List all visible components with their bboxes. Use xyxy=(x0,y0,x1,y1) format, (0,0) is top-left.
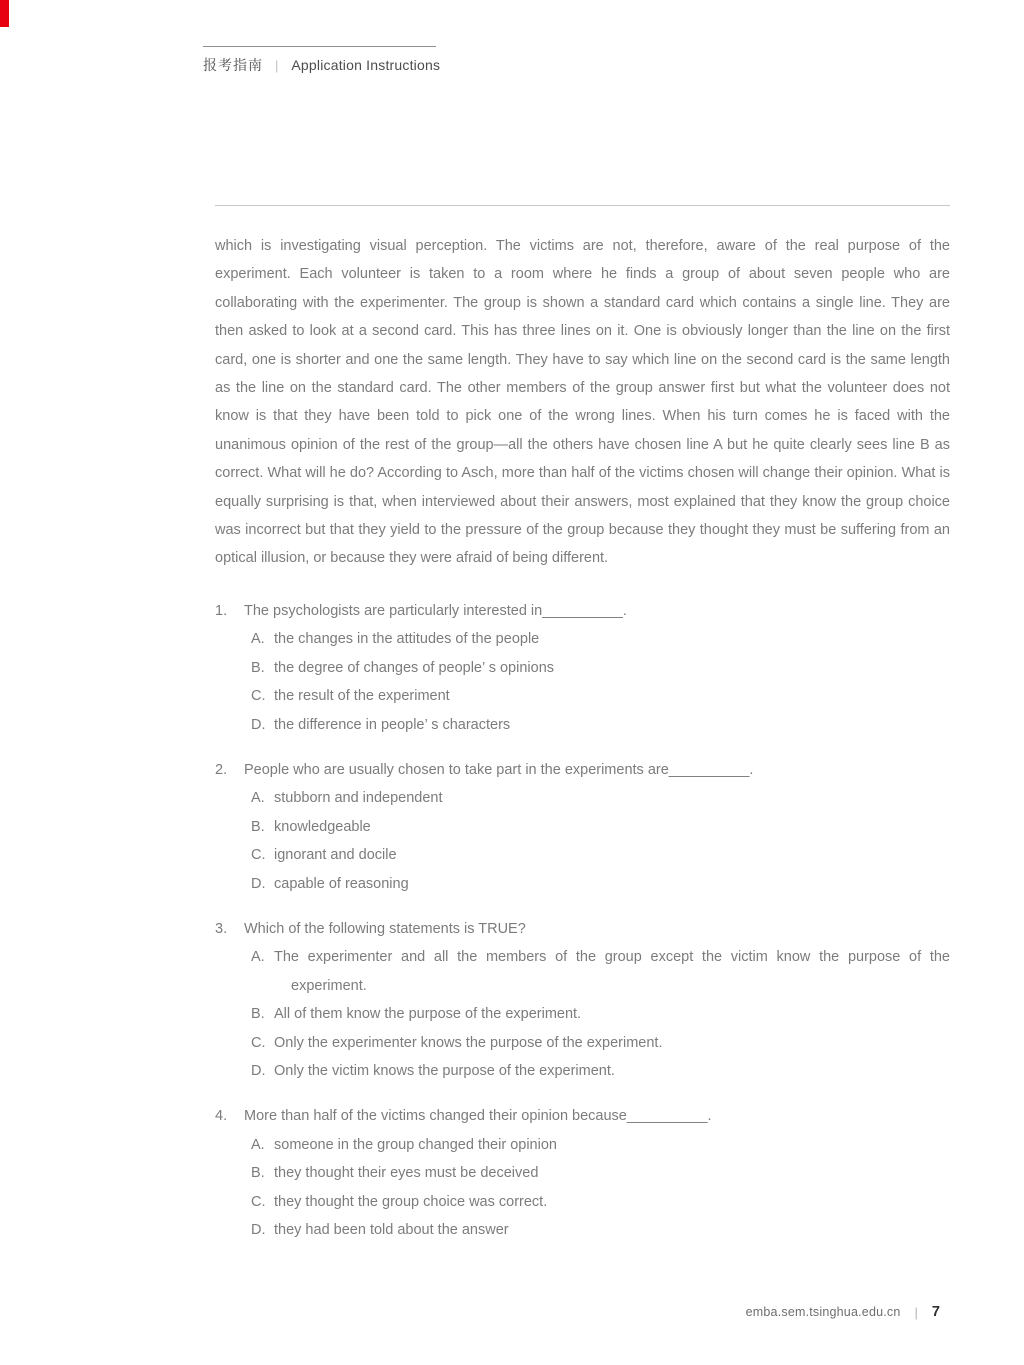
option-letter: C. xyxy=(251,847,266,864)
option-text: the degree of changes of people’ s opinions xyxy=(274,659,555,676)
question-stem xyxy=(215,756,950,784)
option-letter: C. xyxy=(251,1034,266,1051)
question-number: 2. xyxy=(215,761,228,778)
option-c xyxy=(251,841,950,869)
option-c xyxy=(251,1188,950,1216)
option-letter: D. xyxy=(251,1222,266,1238)
option-letter: A. xyxy=(251,790,265,807)
option-text: stubborn and independent xyxy=(274,790,443,807)
options xyxy=(251,625,950,739)
question-text: The psychologists are particularly interested in__________. xyxy=(244,602,627,619)
option-letter: A. xyxy=(251,631,265,648)
option-a xyxy=(251,784,950,812)
option-d xyxy=(251,1057,950,1085)
option-text: someone in the group changed their opinion xyxy=(274,1136,557,1153)
option-b xyxy=(251,1159,950,1187)
option-letter: B. xyxy=(251,1165,265,1182)
option-text: knowledgeable xyxy=(274,818,371,835)
option-text: Only the victim knows the purpose of the experiment. xyxy=(274,1062,615,1079)
option-letter: D. xyxy=(251,716,266,733)
option-text: All of them know the purpose of the experiment. xyxy=(274,1006,582,1023)
option-text: ignorant and docile xyxy=(274,847,397,864)
option-text: the changes in the attitudes of the people xyxy=(274,631,540,648)
footer-website-url: emba.sem.tsinghua.edu.cn xyxy=(745,1305,901,1319)
question-number: 1. xyxy=(215,602,228,619)
question-stem xyxy=(215,597,950,625)
question-number: 3. xyxy=(215,920,228,937)
option-text: they thought the group choice was correct. xyxy=(274,1193,548,1210)
question-number: 4. xyxy=(215,1108,228,1125)
page-number: 7 xyxy=(931,1304,940,1320)
question-stem xyxy=(215,1102,950,1130)
option-d xyxy=(251,870,950,898)
option-text: The experimenter and all the members of the group except the victim know the purpose of the experiment. xyxy=(274,949,950,994)
question-4 xyxy=(215,1102,950,1244)
reading-passage: which is investigating visual perception. The victims are not, therefore, aware of the real purpose of the experiment. Each volunteer is taken to a room where he finds a group of about seven people who are collaborating with the experimenter. The group is shown a standard card which contains a single line. They are then asked to look at a second card. This has three lines on it. One is obviously longer than the line on the first card, one is shorter and one the same length. They have to say which line on the second card is the same length as the line on the standard card. The other members of the group answer first but what the volunteer does not know is that they have been told to pick one of the wrong lines. When his turn comes he is faced with the unanimous opinion of the rest of the group—all the others have chosen line A but he quite clearly sees line B as correct. What will he do? According to Asch, more than half of the victims chosen will change their opinion. What is equally surprising is that, when interviewed about their answers, most explained that they know the group choice was incorrect but that they yield to the pressure of the group because they thought they must be suffering from an optical illusion, or because they were afraid of being different. xyxy=(215,238,950,567)
options xyxy=(251,784,950,898)
option-letter: B. xyxy=(251,818,265,835)
option-letter: A. xyxy=(251,949,265,966)
header-divider: | xyxy=(275,57,279,73)
question-stem xyxy=(215,915,950,943)
option-b xyxy=(251,813,950,841)
question-3 xyxy=(215,915,950,1085)
options xyxy=(251,943,950,1085)
option-letter: A. xyxy=(251,1136,265,1153)
question-list xyxy=(215,597,950,1245)
option-c xyxy=(251,682,950,710)
header-rule xyxy=(203,46,436,47)
option-d xyxy=(251,1216,950,1244)
option-text: the difference in people’ s characters xyxy=(274,716,511,733)
option-a xyxy=(251,625,950,653)
page-footer xyxy=(746,1304,940,1320)
header-title-en: Application Instructions xyxy=(291,57,441,73)
question-text: People who are usually chosen to take part in the experiments are__________. xyxy=(244,761,754,778)
option-b xyxy=(251,1000,950,1028)
content-top-rule xyxy=(215,205,950,206)
option-letter: C. xyxy=(251,1193,266,1210)
option-text: capable of reasoning xyxy=(274,875,409,892)
option-text: Only the experimenter knows the purpose of the experiment. xyxy=(274,1034,663,1051)
question-text: More than half of the victims changed their opinion because__________. xyxy=(244,1108,712,1125)
footer-divider: | xyxy=(914,1304,918,1320)
option-letter: C. xyxy=(251,688,266,705)
option-a xyxy=(251,943,950,1000)
option-text: they thought their eyes must be deceived xyxy=(274,1165,539,1182)
option-a xyxy=(251,1131,950,1159)
question-2 xyxy=(215,756,950,898)
option-text: they had been told about the answer xyxy=(274,1222,509,1238)
question-1 xyxy=(215,597,950,739)
running-header xyxy=(203,46,441,75)
header-title-zh: 报考指南 xyxy=(203,57,263,73)
content-column xyxy=(215,205,950,1244)
option-c xyxy=(251,1029,950,1057)
option-text: the result of the experiment xyxy=(274,688,450,705)
options xyxy=(251,1131,950,1245)
red-page-edge-marker xyxy=(0,0,9,27)
option-b xyxy=(251,654,950,682)
option-letter: D. xyxy=(251,1062,266,1079)
option-letter: B. xyxy=(251,1006,265,1023)
header-titles xyxy=(203,55,441,75)
question-text: Which of the following statements is TRUE? xyxy=(244,920,526,937)
option-letter: B. xyxy=(251,659,265,676)
option-letter: D. xyxy=(251,875,266,892)
option-d xyxy=(251,711,950,739)
